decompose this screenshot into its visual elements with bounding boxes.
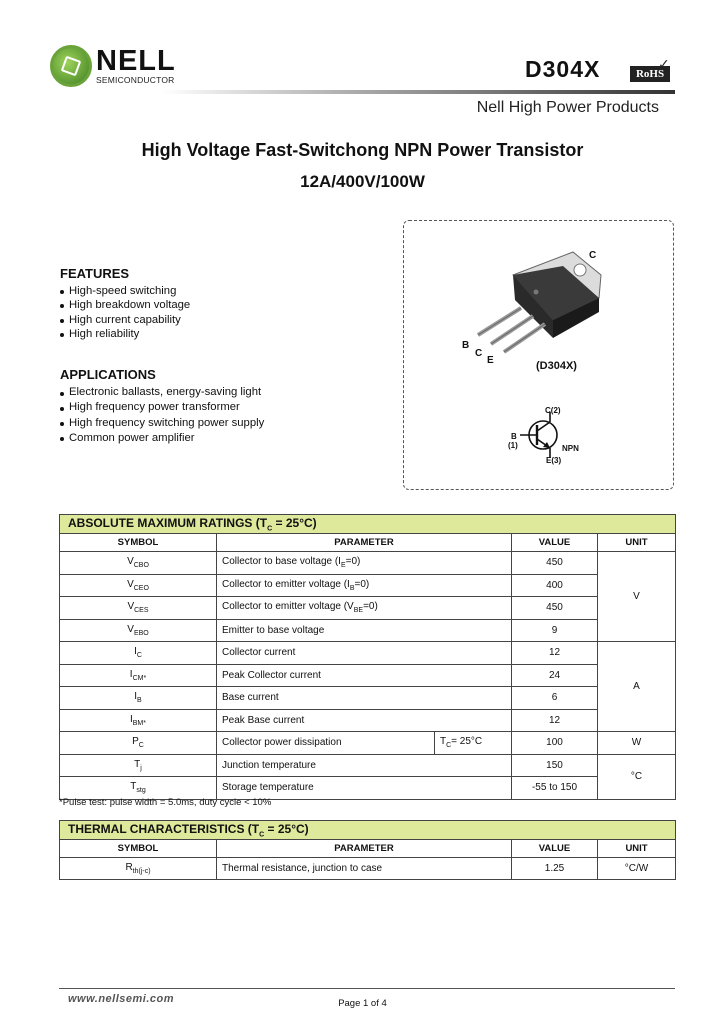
symbol-cell: $P_C$ [60, 732, 217, 755]
parameter-cell: Peak Base current [217, 709, 512, 732]
table-row [60, 709, 676, 732]
column-header: VALUE [512, 534, 598, 552]
table-row [60, 552, 676, 575]
parameter-cell: Thermal resistance, junction to case [217, 858, 512, 880]
symbol-cell: $T_j$ [60, 754, 217, 777]
footer-url-link[interactable]: www.nellsemi.com [68, 993, 175, 1005]
table-row [60, 687, 676, 710]
condition-cell: $T_C= 25^\circ C$ [435, 732, 512, 755]
parameter-cell: Collector power dissipation [217, 732, 435, 755]
features-list [60, 284, 190, 341]
rohs-label: RoHS [630, 66, 670, 82]
logo-emblem-icon [50, 45, 92, 87]
unit-cell: V [598, 552, 676, 642]
table-row [60, 664, 676, 687]
table-row [60, 777, 676, 800]
page-number: Page 1 of 4 [338, 998, 387, 1009]
parameter-cell: Collector to base voltage $(I_E=0)$ [217, 552, 512, 575]
parameter-cell: Storage temperature [217, 777, 512, 800]
applications-heading: APPLICATIONS [60, 367, 156, 382]
list-item: Electronic ballasts, energy-saving light [60, 385, 264, 400]
part-number: D304X [525, 56, 601, 82]
value-cell: 9 [512, 619, 598, 642]
symbol-type-label: NPN [562, 444, 579, 453]
list-item: Common power amplifier [60, 431, 264, 446]
unit-cell: A [598, 642, 676, 732]
list-item: High frequency power transformer [60, 400, 264, 415]
unit-cell: °C/W [598, 858, 676, 880]
package-caption: (D304X) [536, 360, 577, 372]
pin-label-c2: C [475, 348, 483, 359]
table-row [60, 732, 676, 755]
column-header: SYMBOL [60, 840, 217, 858]
header-subheading: Nell High Power Products [476, 99, 659, 116]
parameter-cell: Junction temperature [217, 754, 512, 777]
company-logo [50, 45, 176, 89]
value-cell: 24 [512, 664, 598, 687]
unit-cell: W [598, 732, 676, 755]
table-row [60, 597, 676, 620]
column-header: UNIT [598, 840, 676, 858]
parameter-cell: Collector current [217, 642, 512, 665]
column-header: PARAMETER [217, 840, 512, 858]
value-cell: 12 [512, 642, 598, 665]
symbol-cell: $T_{stg}$ [60, 777, 217, 800]
npn-transistor-symbol-icon [510, 410, 570, 460]
symbol-cell: $V_{CES}$ [60, 597, 217, 620]
pulse-test-note: *Pulse test: pulse width = 5.0ms, duty cycle < 10% [59, 797, 272, 808]
table-row [60, 858, 676, 880]
value-cell: 1.25 [512, 858, 598, 880]
column-header: UNIT [598, 534, 676, 552]
table-row [60, 642, 676, 665]
thermal-characteristics-table [59, 820, 676, 880]
pin-label-b: B [462, 340, 470, 351]
table-row [60, 574, 676, 597]
header-divider [162, 90, 675, 94]
check-icon: ✓ [658, 56, 670, 72]
unit-cell: °C [598, 754, 676, 799]
logo-subtext: SEMICONDUCTOR [96, 75, 175, 85]
absolute-max-ratings-table [59, 514, 676, 800]
symbol-cell: $V_{CBO}$ [60, 552, 217, 575]
pin-label-e: E [487, 355, 494, 366]
list-item: High current capability [60, 313, 190, 327]
logo-text: NELL [96, 45, 176, 77]
parameter-cell: Collector to emitter voltage $(I_B=0)$ [217, 574, 512, 597]
list-item: High-speed switching [60, 284, 190, 298]
symbol-c-label: C(2) [545, 406, 561, 415]
value-cell: 6 [512, 687, 598, 710]
value-cell: 450 [512, 552, 598, 575]
value-cell: 100 [512, 732, 598, 755]
symbol-cell: $R_{th(j-c)}$ [60, 858, 217, 880]
list-item: High breakdown voltage [60, 298, 190, 312]
symbol-b-num: (1) [508, 441, 518, 450]
value-cell: -55 to 150 [512, 777, 598, 800]
pin-label-c: C [589, 250, 597, 261]
document-title: High Voltage Fast-Switchong NPN Power Transistor [141, 140, 584, 160]
symbol-cell: $I_B$ [60, 687, 217, 710]
value-cell: 150 [512, 754, 598, 777]
column-header: SYMBOL [60, 534, 217, 552]
list-item: High frequency switching power supply [60, 416, 264, 431]
value-cell: 12 [512, 709, 598, 732]
table-row [60, 754, 676, 777]
table-row [60, 619, 676, 642]
symbol-e-label: E(3) [546, 456, 562, 465]
parameter-cell: Collector to emitter voltage $(V_{BE}=0)$ [217, 597, 512, 620]
symbol-cell: $I_C$ [60, 642, 217, 665]
parameter-cell: Peak Collector current [217, 664, 512, 687]
symbol-cell: $V_{EBO}$ [60, 619, 217, 642]
table-caption: ABSOLUTE MAXIMUM RATINGS $(T_C = 25^\circ C)$ [60, 515, 676, 534]
symbol-cell: $I_{CM*}$ [60, 664, 217, 687]
column-header: VALUE [512, 840, 598, 858]
symbol-cell: $I_{BM*}$ [60, 709, 217, 732]
symbol-b-label: B [511, 432, 517, 441]
applications-list [60, 385, 264, 446]
parameter-cell: Emitter to base voltage [217, 619, 512, 642]
value-cell: 450 [512, 597, 598, 620]
value-cell: 400 [512, 574, 598, 597]
document-subtitle: 12A/400V/100W [300, 172, 425, 191]
parameter-cell: Base current [217, 687, 512, 710]
table-caption: THERMAL CHARACTERISTICS $(T_C = 25^\circ C)$ [60, 821, 676, 840]
column-header: PARAMETER [217, 534, 512, 552]
symbol-cell: $V_{CEO}$ [60, 574, 217, 597]
rohs-badge [630, 56, 672, 82]
list-item: High reliability [60, 327, 190, 341]
footer-divider [59, 988, 675, 989]
features-heading: FEATURES [60, 266, 130, 281]
